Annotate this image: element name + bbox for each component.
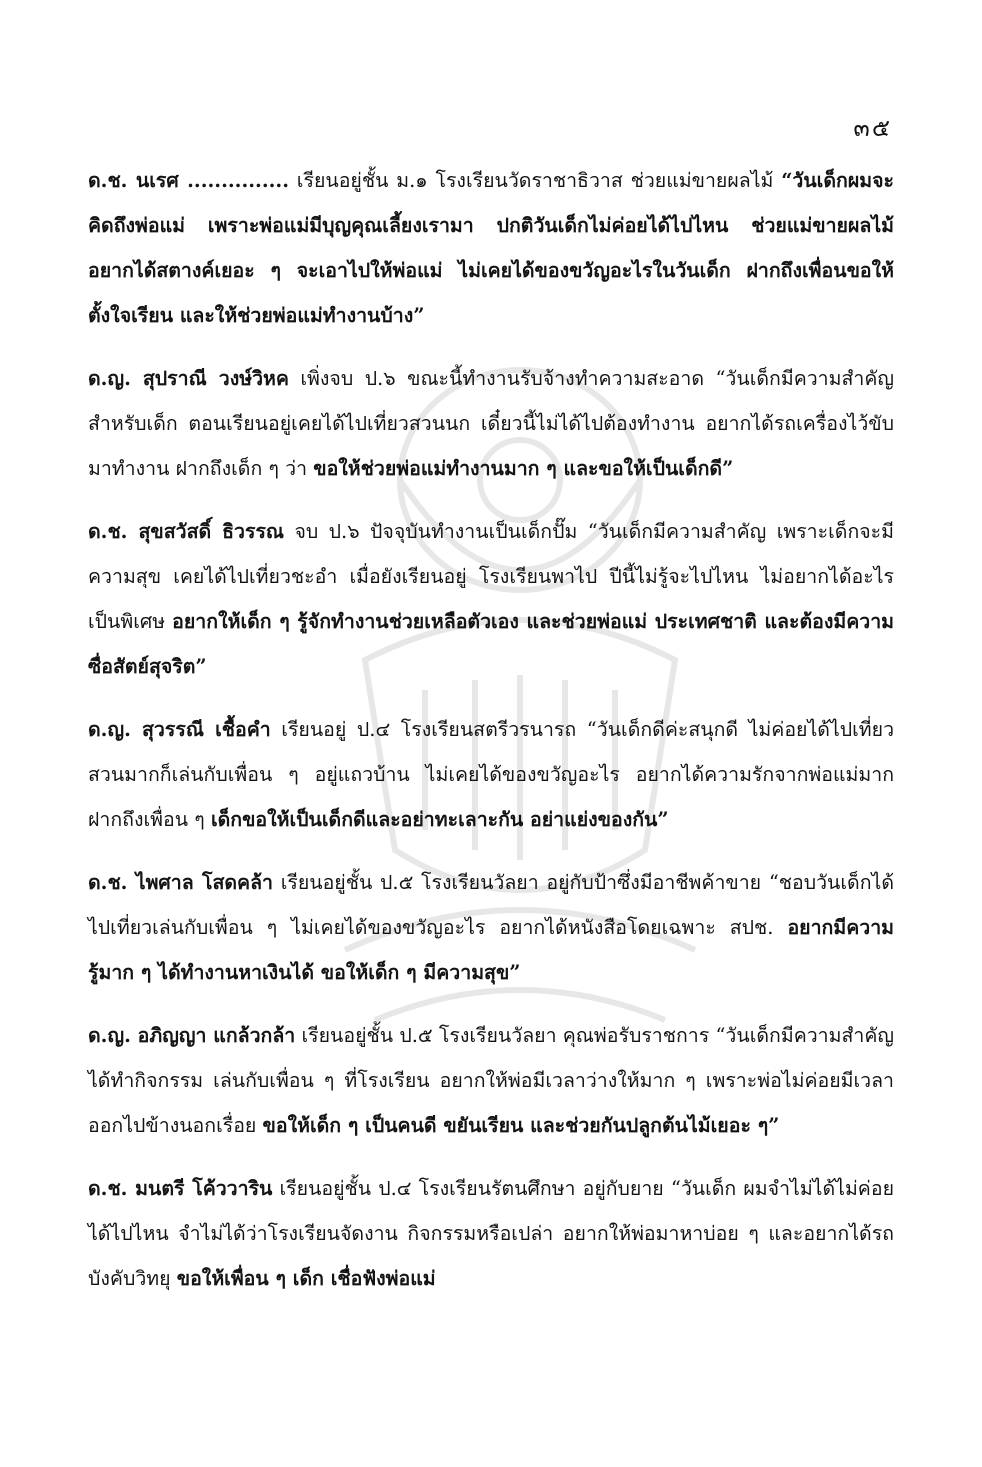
child-description: เรียนอยู่ชั้น ป.๕ โรงเรียนวัลยา คุณพ่อรับราชการ	[295, 1024, 716, 1047]
interview-list	[88, 158, 894, 1319]
child-description: เพิ่งจบ ป.๖ ขณะนี้ทำงานรับจ้างทำความสะอาด	[288, 367, 716, 390]
entry-phaisan	[88, 860, 894, 995]
child-description: เรียนอยู่ ป.๔ โรงเรียนสตรีวรนารถ	[270, 718, 587, 741]
child-wish: อยากมีความรู้มาก ๆ ได้ทำงานหาเงินได้ ขอให้เด็ก ๆ มีความสุข”	[88, 916, 894, 984]
entry-naret	[88, 158, 894, 338]
child-description: เรียนอยู่ชั้น ป.๔ โรงเรียนรัตนศึกษา อยู่กับยาย	[272, 1177, 671, 1200]
child-name: ด.ช. ไพศาล โสดคล้า	[88, 871, 273, 894]
child-wish: อยากให้เด็ก ๆ รู้จักทำงานช่วยเหลือตัวเอง และช่วยพ่อแม่ ประเทศชาติ และต้องมีความซื่อสัตย์สุจริต”	[88, 610, 894, 678]
child-name: ด.ญ. สุปราณี วงษ์วิหค	[88, 367, 289, 390]
child-quote: “วันเด็กมีความสำคัญสำหรับเด็ก ตอนเรียนอยู่เคยได้ไปเที่ยวสวนนก เดี๋ยวนี้ไม่ได้ไปต้องทำงาน อยากได้รถเครื่องไว้ขับมาทำงาน ฝากถึงเด็ก ๆ ว่า	[88, 367, 894, 480]
child-quote: “วันเด็กมีความสำคัญ เพราะเด็กจะมีความสุข เคยได้ไปเที่ยวชะอำ เมื่อยังเรียนอยู่ โรงเรียนพาไป ปีนี้ไม่รู้จะไปไหน ไม่อยากได้อะไรเป็นพิเศษ	[88, 520, 894, 633]
child-wish: เด็กขอให้เป็นเด็กดีและอย่าทะเลาะกัน อย่าแย่งของกัน”	[210, 808, 669, 831]
child-quote: “วันเด็กดีค่ะสนุกดี ไม่ค่อยได้ไปเที่ยวสวนมากก็เล่นกับเพื่อน ๆ อยู่แถวบ้าน ไม่เคยได้ของขวัญอะไร อยากได้ความรักจากพ่อแม่มาก ฝากถึงเพื่อน ๆ	[88, 718, 895, 831]
child-wish: ขอให้ช่วยพ่อแม่ทำงานมาก ๆ และขอให้เป็นเด็กดี”	[313, 457, 734, 480]
entry-montri	[88, 1166, 894, 1301]
child-description: จบ ป.๖ ปัจจุบันทำงานเป็นเด็กปั๊ม	[284, 520, 588, 543]
child-name: ด.ช. สุขสวัสดิ์ ธิวรรณ	[88, 520, 285, 543]
child-name: ด.ญ. สุวรรณี เชื้อคำ	[88, 718, 271, 741]
child-name: ด.ญ. อภิญญา แกล้วกล้า	[88, 1024, 296, 1047]
child-quote: “ชอบวันเด็กได้ไปเที่ยวเล่นกับเพื่อน ๆ ไม่เคยได้ของขวัญอะไร อยากได้หนังสือโดยเฉพาะ สปช.	[88, 871, 894, 939]
child-wish: ขอให้เพื่อน ๆ เด็ก เชื่อฟังพ่อแม่	[176, 1267, 436, 1290]
entry-aphinya	[88, 1013, 894, 1148]
entry-suprani	[88, 356, 894, 491]
child-name: ด.ช. นเรศ ...............	[88, 169, 289, 192]
page-number: ๓๕	[853, 114, 892, 142]
child-name: ด.ช. มนตรี โค้ววาริน	[88, 1177, 273, 1200]
child-wish: ขอให้เด็ก ๆ เป็นคนดี ขยันเรียน และช่วยกันปลูกต้นไม้เยอะ ๆ”	[262, 1114, 780, 1137]
child-quote: “วันเด็กมีความสำคัญ ได้ทำกิจกรรม เล่นกับเพื่อน ๆ ที่โรงเรียน อยากให้พ่อมีเวลาว่างให้มาก ๆ เพราะพ่อไม่ค่อยมีเวลา ออกไปข้างนอกเรื่อย	[88, 1024, 894, 1137]
child-quote: “วันเด็ก ผมจำไม่ได้ไม่ค่อยได้ไปไหน จำไม่ได้ว่าโรงเรียนจัดงาน กิจกรรมหรือเปล่า อยากให้พ่อมาหาบ่อย ๆ และอยากได้รถบังคับวิทยุ	[88, 1177, 894, 1290]
child-wish: “วันเด็กผมจะคิดถึงพ่อแม่ เพราะพ่อแม่มีบุญคุณเลี้ยงเรามา ปกติวันเด็กไม่ค่อยได้ไปไหน ช่วยแม่ขายผลไม้ อยากได้สตางค์เยอะ ๆ จะเอาไปให้พ่อแม่ ไม่เคยได้ของขวัญอะไรในวันเด็ก ฝากถึงเพื่อนขอให้ตั้งใจเรียน และให้ช่วยพ่อแม่ทำงานบ้าง”	[88, 169, 894, 327]
entry-suwanni	[88, 707, 894, 842]
entry-suksawat	[88, 509, 894, 689]
child-description: เรียนอยู่ชั้น ม.๑ โรงเรียนวัดราชาธิวาส ช่วยแม่ขายผลไม้	[288, 169, 782, 192]
child-description: เรียนอยู่ชั้น ป.๕ โรงเรียนวัลยา อยู่กับป้าซึ่งมีอาชีพค้าขาย	[273, 871, 769, 894]
